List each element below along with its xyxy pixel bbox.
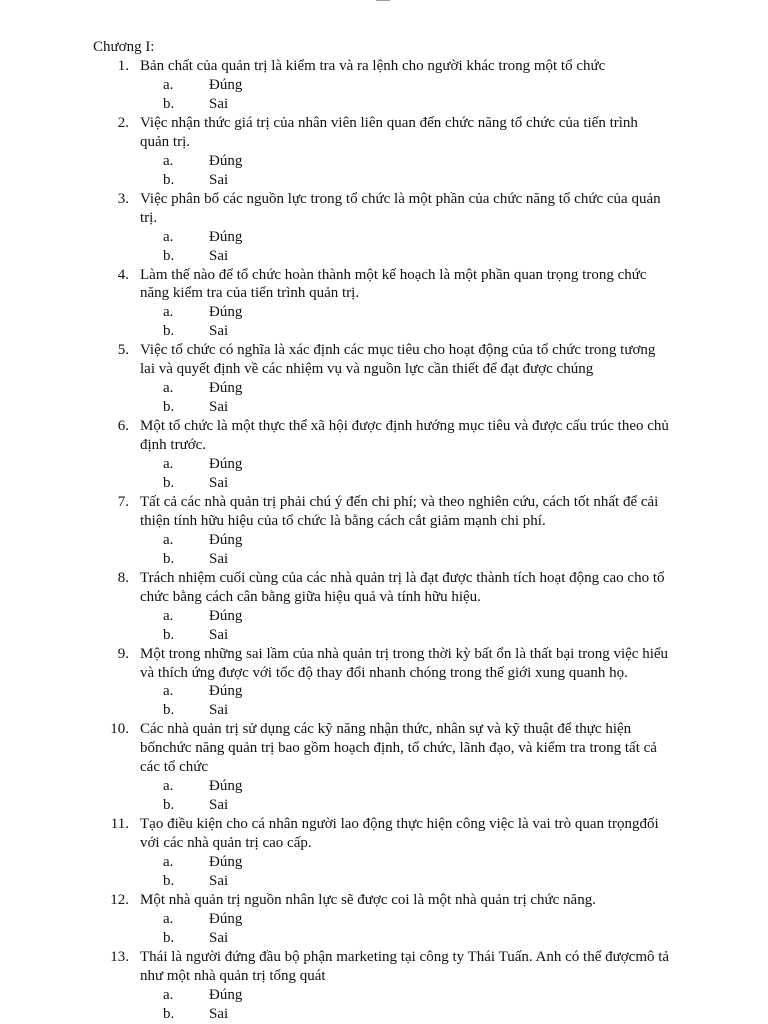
answer-option-text: Sai — [209, 474, 229, 491]
question-text-line: như một nhà quản trị tổng quát — [140, 967, 326, 984]
question-text — [140, 948, 693, 986]
answer-option — [93, 455, 693, 474]
answer-option — [93, 550, 693, 569]
answer-option-label: b. — [163, 1005, 175, 1022]
answer-option-text: Sai — [209, 702, 229, 719]
answer-option-text: Đúng — [209, 531, 243, 548]
question-text-line: các tổ chức — [140, 759, 209, 776]
answer-option — [93, 701, 693, 720]
answer-option-text: Đúng — [209, 853, 243, 870]
question-item — [93, 190, 693, 266]
question-text-line: Tạo điều kiện cho cá nhân người lao động thực hiện công việc là vai trò quan trọngđối — [140, 816, 659, 833]
question-text — [140, 341, 693, 379]
question-text-line: thiện tính hữu hiệu của tổ chức là bằng cách cắt giảm mạnh chi phí. — [140, 512, 546, 529]
question-number: 5. — [117, 342, 129, 359]
answer-option — [93, 247, 693, 266]
question — [93, 815, 693, 853]
answer-option — [93, 303, 693, 322]
answer-option-text: Sai — [209, 399, 229, 416]
answer-option-text: Đúng — [209, 683, 243, 700]
answer-option — [93, 474, 693, 493]
answer-option-label: b. — [163, 626, 175, 643]
question-item — [93, 645, 693, 721]
answer-option — [93, 152, 693, 171]
question-number: 2. — [117, 114, 129, 131]
answer-option-label: b. — [163, 929, 175, 946]
question-number: 7. — [117, 493, 129, 510]
question — [93, 417, 693, 455]
question-text-line: định trước. — [140, 437, 207, 454]
answer-option — [93, 777, 693, 796]
answer-option-label: a. — [163, 986, 174, 1003]
question — [93, 645, 693, 683]
question-number: 11. — [110, 816, 129, 833]
question-number: 6. — [117, 418, 129, 435]
question-number: 10. — [110, 721, 129, 738]
answer-option-text: Sai — [209, 1005, 229, 1022]
question-text-line: và thích ứng được với tốc độ thay đổi nhanh chóng trong thế giới xung quanh họ. — [140, 664, 628, 681]
question — [93, 114, 693, 152]
answer-option-label: b. — [163, 95, 175, 112]
document-page — [93, 38, 693, 1024]
answer-option-text: Đúng — [209, 607, 243, 624]
answer-option-label: a. — [163, 455, 174, 472]
question-text-line: Các nhà quản trị sử dụng các kỹ năng nhận thức, nhân sự và kỹ thuật để thực hiện — [140, 721, 632, 738]
question-number: 3. — [117, 190, 129, 207]
question-number: 9. — [117, 645, 129, 662]
answer-option-label: b. — [163, 247, 175, 264]
question — [93, 266, 693, 304]
question-list — [93, 57, 693, 1024]
answer-option-label: a. — [163, 380, 174, 397]
question-number: 13. — [110, 948, 129, 965]
answer-option — [93, 322, 693, 341]
answer-option-label: b. — [163, 872, 175, 889]
question-text-line: Bản chất của quản trị là kiểm tra và ra lệnh cho người khác trong một tổ chức — [140, 58, 606, 74]
answer-option-text: Sai — [209, 171, 229, 188]
answer-option-text: Sai — [209, 247, 229, 264]
question-text-line: Một nhà quản trị nguồn nhân lực sẽ được coi là một nhà quản trị chức năng. — [140, 891, 596, 908]
question-text-line: Một trong những sai lầm của nhà quản trị trong thời kỳ bất ổn là thất bại trong việc hiểu — [140, 645, 669, 662]
question-item — [93, 417, 693, 493]
answer-option-label: a. — [163, 607, 174, 624]
question — [93, 891, 693, 910]
question-text — [140, 720, 693, 777]
question-item — [93, 720, 693, 815]
question-text-line: Thái là người đứng đầu bộ phận marketing tại công ty Thái Tuấn. Anh có thể đượcmô tả — [140, 948, 670, 965]
answer-option-label: a. — [163, 853, 174, 870]
question-text-line: Tất cả các nhà quản trị phải chú ý đến chi phí; và theo nghiên cứu, cách tốt nhất để cải — [140, 493, 659, 510]
answer-option-label: a. — [163, 910, 174, 927]
answer-option — [93, 398, 693, 417]
question-item — [93, 341, 693, 417]
answer-option — [93, 379, 693, 398]
answer-option-text: Sai — [209, 626, 229, 643]
answer-option-text: Đúng — [209, 152, 243, 169]
answer-option — [93, 76, 693, 95]
question-text — [140, 815, 693, 853]
answer-option-label: a. — [163, 683, 174, 700]
answer-option-label: a. — [163, 304, 174, 321]
question — [93, 569, 693, 607]
question-number: 8. — [117, 569, 129, 586]
question-text — [140, 57, 693, 76]
question — [93, 948, 693, 986]
question-text-line: năng kiểm tra của tiến trình quản trị. — [140, 285, 360, 302]
answer-option-text: Đúng — [209, 380, 243, 397]
question-text — [140, 645, 693, 683]
answer-option-text: Sai — [209, 550, 229, 567]
answer-option-text: Đúng — [209, 304, 243, 321]
answer-option — [93, 228, 693, 247]
question-text — [140, 569, 693, 607]
answer-option-label: b. — [163, 171, 175, 188]
answer-option-text: Đúng — [209, 986, 243, 1003]
answer-option — [93, 531, 693, 550]
answer-option-text: Sai — [209, 872, 229, 889]
question-item — [93, 114, 693, 190]
answer-option — [93, 682, 693, 701]
page-top-marker — [376, 0, 390, 1]
question-text-line: lai và quyết định về các nhiệm vụ và nguồn lực cần thiết để đạt được chúng — [140, 361, 594, 378]
question-item — [93, 493, 693, 569]
question-text — [140, 190, 693, 228]
answer-option-label: b. — [163, 550, 175, 567]
question-item — [93, 948, 693, 1024]
answer-option — [93, 626, 693, 645]
answer-option — [93, 872, 693, 891]
question — [93, 341, 693, 379]
answer-option — [93, 986, 693, 1005]
chapter-heading: Chương I: — [93, 39, 155, 55]
question — [93, 190, 693, 228]
question-text-line: Việc tổ chức có nghĩa là xác định các mục tiêu cho hoạt động của tổ chức trong tương — [140, 342, 656, 359]
answer-option-text: Sai — [209, 323, 229, 340]
answer-option — [93, 853, 693, 872]
question-text-line: Việc phân bổ các nguồn lực trong tổ chức là một phần của chức năng tổ chức của quản — [140, 190, 661, 207]
question-text — [140, 266, 693, 304]
answer-option-text: Sai — [209, 95, 229, 112]
answer-option-text: Đúng — [209, 228, 243, 245]
question-number: 1. — [117, 58, 129, 74]
answer-option-text: Sai — [209, 797, 229, 814]
question-item — [93, 266, 693, 342]
answer-option-label: b. — [163, 797, 175, 814]
answer-option-label: a. — [163, 152, 174, 169]
answer-option-label: a. — [163, 76, 174, 93]
answer-option-label: b. — [163, 399, 175, 416]
answer-option — [93, 171, 693, 190]
question-number: 12. — [110, 891, 129, 908]
answer-option — [93, 910, 693, 929]
question-item — [93, 569, 693, 645]
question-text-line: Trách nhiệm cuối cùng của các nhà quản trị là đạt được thành tích hoạt động cao cho tổ — [140, 569, 665, 586]
question-text-line: trị. — [140, 209, 158, 226]
answer-option — [93, 929, 693, 948]
answer-option — [93, 1005, 693, 1024]
question — [93, 720, 693, 777]
question-text-line: Việc nhận thức giá trị của nhân viên liên quan đến chức năng tổ chức của tiến trình — [140, 114, 638, 131]
question-item — [93, 891, 693, 948]
answer-option-text: Đúng — [209, 778, 243, 795]
question-text-line: quản trị. — [140, 133, 190, 150]
question-number: 4. — [117, 266, 129, 283]
answer-option-label: a. — [163, 531, 174, 548]
question-text-line: với các nhà quản trị cao cấp. — [140, 835, 312, 852]
question — [93, 493, 693, 531]
answer-option-text: Đúng — [209, 76, 243, 93]
answer-option-text: Đúng — [209, 455, 243, 472]
answer-option-label: a. — [163, 778, 174, 795]
answer-option-label: b. — [163, 702, 175, 719]
answer-option — [93, 95, 693, 114]
answer-option-label: b. — [163, 474, 175, 491]
question-text-line: Một tổ chức là một thực thể xã hội được định hướng mục tiêu và được cấu trúc theo chủ — [140, 418, 669, 435]
question-text — [140, 114, 693, 152]
question-item — [93, 815, 693, 891]
question — [93, 57, 693, 76]
answer-option-text: Sai — [209, 929, 229, 946]
question-text — [140, 891, 693, 910]
question-text-line: bốnchức năng quản trị bao gồm hoạch định, tổ chức, lãnh đạo, và kiểm tra trong tất cả — [140, 740, 657, 757]
question-text-line: Làm thế nào để tổ chức hoàn thành một kế hoạch là một phần quan trọng trong chức — [140, 266, 647, 283]
answer-option — [93, 796, 693, 815]
question-text — [140, 417, 693, 455]
answer-option-label: a. — [163, 228, 174, 245]
answer-option-label: b. — [163, 323, 175, 340]
answer-option — [93, 607, 693, 626]
answer-option-text: Đúng — [209, 910, 243, 927]
question-item — [93, 57, 693, 114]
question-text — [140, 493, 693, 531]
question-text-line: chức bằng cách cân bằng giữa hiệu quả và tính hữu hiệu. — [140, 588, 481, 605]
